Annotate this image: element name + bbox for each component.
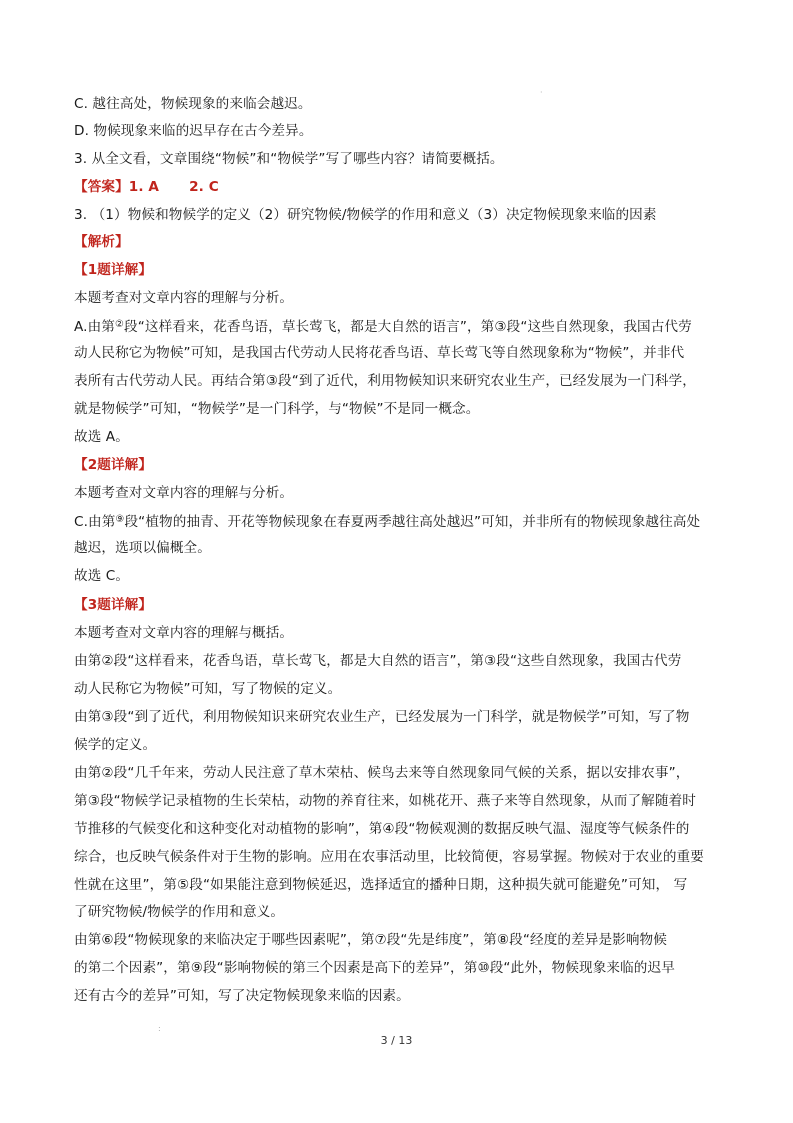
q3-line-6: 第③段“物候学记录植物的生长荣枯，动物的养育往来，如桃花开、燕子来等自然现象，从而了解随着时 <box>74 793 696 809</box>
q3-line-3: 由第③段“到了近代，利用物候知识来研究农业生产，已经发展为一门科学，就是物候学”可知，写了物 <box>74 709 690 725</box>
q2-line-1 <box>74 511 724 531</box>
q1-text: 段“这样看来，花香鸟语，草长莺飞，都是大自然的语言”，第③段“这些自然现象，我国古代劳 <box>124 319 692 335</box>
q1-line-3: 表所有古代劳动人民。再结合第③段“到了近代，利用物候知识来研究农业生产，已经发展为一门科学， <box>74 373 696 389</box>
q1-line-2: 动人民称它为物候”可知，是我国古代劳动人民将花香鸟语、草长莺飞等自然现象称为“物候”，并非代 <box>74 345 685 361</box>
q1-intro: 本题考查对文章内容的理解与分析。 <box>74 290 294 306</box>
q3-line-13: 还有古今的差异”可知，写了决定物候现象来临的因素。 <box>74 988 410 1004</box>
page-number: 3 / 13 <box>380 1034 413 1047</box>
answer-2: 2. C <box>189 179 219 195</box>
q2-intro: 本题考查对文章内容的理解与分析。 <box>74 485 294 501</box>
q3-line-11: 由第⑥段“物候现象的来临决定于哪些因素呢”，第⑦段“先是纬度”，第⑧段“经度的差异是影响物候 <box>74 932 667 948</box>
q3-line-5: 由第②段“几千年来，劳动人民注意了草木荣枯、候鸟去来等自然现象同气候的关系，据以安排农事”， <box>74 765 690 781</box>
q3-line-7: 节推移的气候变化和这种变化对动植物的影响”，第④段“物候观测的数据反映气温、湿度等气候条件的 <box>74 821 690 837</box>
q3-intro: 本题考查对文章内容的理解与概括。 <box>74 625 294 641</box>
q2-conclusion: 故选 C。 <box>74 568 130 584</box>
answer-line <box>74 178 724 196</box>
option-c: C. 越往高处，物候现象的来临会越迟。 <box>74 96 312 112</box>
option-d: D. 物候现象来临的迟早存在古今差异。 <box>74 123 313 139</box>
scan-speck: · <box>540 88 543 97</box>
q2-heading: 【2题详解】 <box>74 457 153 473</box>
q3-line-8: 综合，也反映气候条件对于生物的影响。应用在农事活动里，比较简便，容易掌握。物候对于农业的重要 <box>74 849 704 865</box>
scan-speck: : <box>158 1024 161 1033</box>
q1-heading: 【1题详解】 <box>74 262 153 278</box>
answer-3: 3. （1）物候和物候学的定义（2）研究物候/物候学的作用和意义（3）决定物候现象来临的因素 <box>74 207 657 223</box>
question-3: 3. 从全文看，文章围绕“物候”和“物候学”写了哪些内容？请简要概括。 <box>74 151 504 167</box>
answer-1: 1. A <box>128 179 160 195</box>
q3-heading: 【3题详解】 <box>74 597 153 613</box>
q3-line-4: 候学的定义。 <box>74 737 157 753</box>
q1-line-1 <box>74 316 724 336</box>
q1-line-4: 就是物候学”可知，“物候学”是一门科学，与“物候”不是同一概念。 <box>74 401 480 417</box>
q3-line-9: 性就在这里”，第⑤段“如果能注意到物候延迟，选择适宜的播种日期，这种损失就可能避免”可知， 写 <box>74 877 688 893</box>
q3-line-10: 了研究物候/物候学的作用和意义。 <box>74 904 285 920</box>
q3-line-1: 由第②段“这样看来，花香鸟语，草长莺飞，都是大自然的语言”，第③段“这些自然现象，我国古代劳 <box>74 653 682 669</box>
q2-sup: ⑨ <box>115 514 125 525</box>
q1-prefix: A.由第 <box>74 319 115 335</box>
analysis-heading: 【解析】 <box>74 234 129 250</box>
q1-sup: ② <box>114 319 125 330</box>
q3-line-12: 的第二个因素”，第⑨段“影响物候的第三个因素是高下的差异”，第⑩段“此外，物候现象来临的迟早 <box>74 960 675 976</box>
q2-prefix: C.由第 <box>74 514 116 530</box>
q2-text: 段“植物的抽青、开花等物候现象在春夏两季越往高处越迟”可知，并非所有的物候现象越往高处 <box>124 514 701 530</box>
q3-line-2: 动人民称它为物候”可知，写了物候的定义。 <box>74 681 342 697</box>
answer-label: 【答案】 <box>74 179 129 195</box>
q2-line-2: 越迟，选项以偏概全。 <box>74 540 211 556</box>
q1-conclusion: 故选 A。 <box>74 429 129 445</box>
